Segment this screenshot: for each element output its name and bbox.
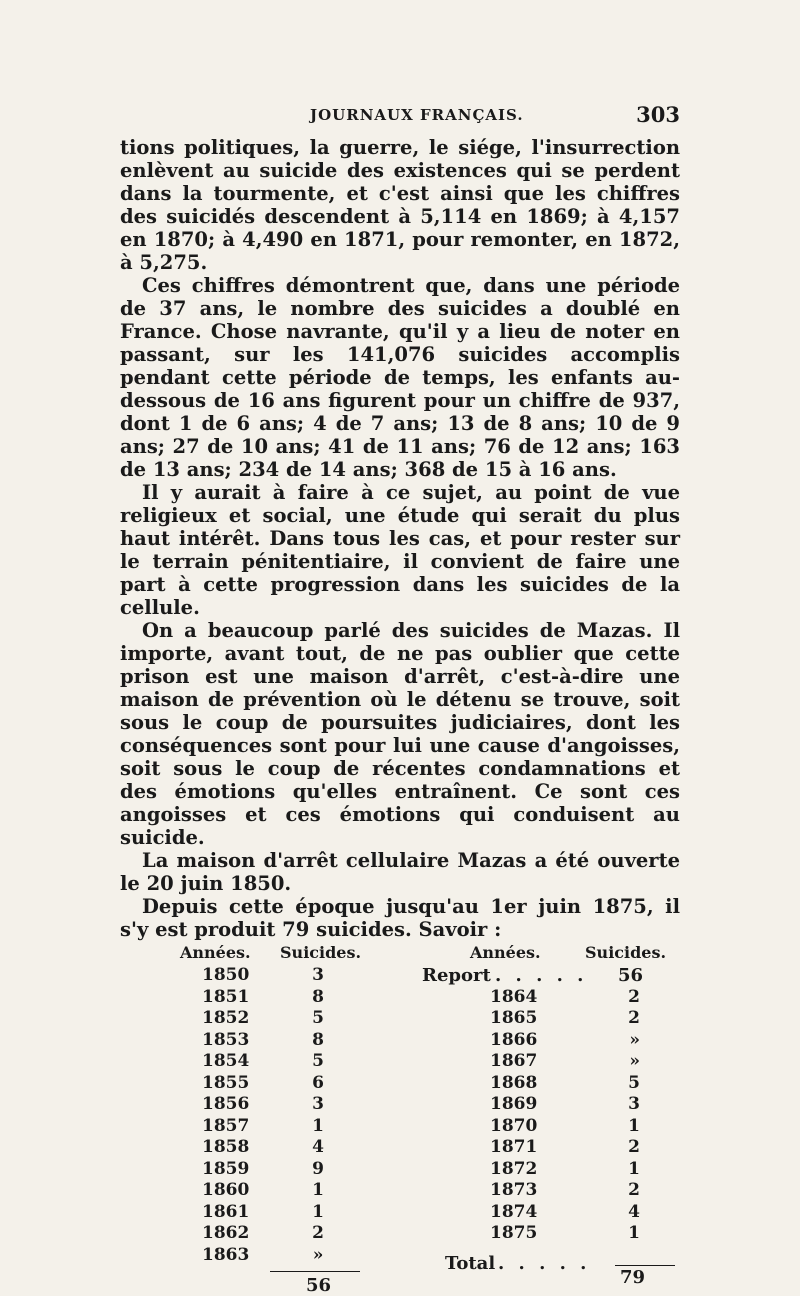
report-label: Report bbox=[422, 965, 491, 986]
paragraph: Ces chiffres démontrent que, dans une période de 37 ans, le nombre des suicides a doublé en France. Chose navrante, qu'il y a lieu de noter en passant, sur les 141,076 suicides accomplis pendant cette période de temps, les enfants au-dessous de 16 ans figurent pour un chiffre de 937, dont 1 de 6 ans; 4 de 7 ans; 13 de 8 ans; 10 de 9 ans; 27 de 10 ans; 41 de 11 ans; 76 de 12 ans; 163 de 13 ans; 234 de 14 ans; 368 de 15 à 16 ans. bbox=[120, 274, 680, 481]
table-year-cell: 1874 bbox=[490, 1201, 538, 1222]
page-header bbox=[120, 100, 680, 130]
table-year-cell: 1858 bbox=[202, 1137, 250, 1157]
table-year-cell: 1872 bbox=[490, 1158, 538, 1179]
table-count-cell: 1 bbox=[628, 1223, 640, 1243]
book-page bbox=[120, 100, 680, 1296]
table-year-cell: 1855 bbox=[202, 1072, 250, 1093]
table-count-cell: 9 bbox=[312, 1158, 324, 1179]
sum-rule-left bbox=[270, 1271, 360, 1272]
table-count-cell: 8 bbox=[312, 1029, 324, 1050]
table-year-cell: 1853 bbox=[202, 1029, 250, 1050]
left-total: 56 bbox=[306, 1275, 332, 1296]
table-count-cell: 2 bbox=[628, 1137, 640, 1157]
left-counts-column bbox=[308, 965, 328, 1266]
column-header: Suicides. bbox=[280, 943, 362, 962]
paragraph: La maison d'arrêt cellulaire Mazas a été ouverte le 20 juin 1850. bbox=[120, 849, 680, 895]
report-dots: . . . . . bbox=[495, 965, 588, 986]
table-year-cell: 1859 bbox=[202, 1158, 250, 1179]
table-count-cell: 8 bbox=[312, 986, 324, 1007]
table-count-cell: 1 bbox=[628, 1115, 640, 1136]
column-header: Suicides. bbox=[585, 943, 667, 962]
table-count-cell: 2 bbox=[628, 1008, 640, 1028]
table-count-cell: 4 bbox=[628, 1201, 640, 1222]
table-year-cell: 1862 bbox=[202, 1223, 250, 1243]
total-dots: . . . . . bbox=[498, 1253, 591, 1274]
table-count-cell: 5 bbox=[312, 1051, 324, 1071]
table-count-cell: 1 bbox=[312, 1180, 324, 1200]
report-value: 56 bbox=[618, 965, 644, 986]
table-count-cell: 6 bbox=[312, 1072, 324, 1093]
right-counts-column bbox=[600, 987, 640, 1245]
table-count-cell: » bbox=[312, 1244, 324, 1265]
total-label: Total bbox=[445, 1253, 496, 1274]
table-year-cell: 1861 bbox=[202, 1201, 250, 1222]
table-year-cell: 1863 bbox=[202, 1244, 250, 1265]
column-header: Années. bbox=[180, 943, 251, 962]
table-count-cell: 1 bbox=[312, 1201, 324, 1222]
left-years-column bbox=[202, 965, 249, 1266]
table-year-cell: 1864 bbox=[490, 986, 538, 1007]
table-year-cell: 1870 bbox=[490, 1115, 538, 1136]
table-count-cell: 1 bbox=[628, 1158, 640, 1179]
table-count-cell: 3 bbox=[312, 965, 324, 985]
table-intro: Depuis cette époque jusqu'au 1er juin 1875, il s'y est produit 79 suicides. Savoir : bbox=[120, 895, 680, 941]
running-head: JOURNAUX FRANÇAIS. bbox=[310, 106, 524, 124]
table-year-cell: 1852 bbox=[202, 1008, 250, 1028]
table-count-cell: » bbox=[629, 1029, 640, 1050]
paragraph: Il y aurait à faire à ce sujet, au point de vue religieux et social, une étude qui serait du plus haut intérêt. Dans tous les cas, et pour rester sur le terrain pénitentiaire, il convient de faire une part à cette progression dans les suicides de la cellule. bbox=[120, 481, 680, 619]
table-year-cell: 1868 bbox=[490, 1072, 538, 1093]
table-year-cell: 1851 bbox=[202, 986, 250, 1007]
table-count-cell: 2 bbox=[312, 1223, 324, 1243]
table-year-cell: 1857 bbox=[202, 1115, 250, 1136]
table-count-cell: » bbox=[629, 1051, 640, 1071]
suicides-table bbox=[120, 943, 680, 1296]
table-count-cell: 5 bbox=[312, 1008, 324, 1028]
page-number: 303 bbox=[636, 102, 680, 127]
table-count-cell: 5 bbox=[628, 1072, 640, 1093]
table-year-cell: 1866 bbox=[490, 1029, 538, 1050]
table-count-cell: 3 bbox=[628, 1094, 640, 1114]
table-count-cell: 4 bbox=[312, 1137, 324, 1157]
table-year-cell: 1875 bbox=[490, 1223, 538, 1243]
right-years-column bbox=[490, 987, 537, 1245]
table-year-cell: 1856 bbox=[202, 1094, 250, 1114]
table-count-cell: 2 bbox=[628, 1180, 640, 1200]
sum-rule-right bbox=[615, 1265, 675, 1266]
table-count-cell: 1 bbox=[312, 1115, 324, 1136]
table-year-cell: 1867 bbox=[490, 1051, 538, 1071]
table-year-cell: 1854 bbox=[202, 1051, 250, 1071]
table-year-cell: 1865 bbox=[490, 1008, 538, 1028]
table-year-cell: 1871 bbox=[490, 1137, 538, 1157]
table-year-cell: 1873 bbox=[490, 1180, 538, 1200]
right-total: 79 bbox=[620, 1267, 646, 1288]
body-text bbox=[120, 136, 680, 941]
table-year-cell: 1860 bbox=[202, 1180, 250, 1200]
table-count-cell: 3 bbox=[312, 1094, 324, 1114]
paragraph: tions politiques, la guerre, le siége, l'insurrection enlèvent au suicide des existences qui se perdent dans la tourmente, et c'est ainsi que les chiffres des suicidés descendent à 5,114 en 1869; à 4,157 en 1870; à 4,490 en 1871, pour remonter, en 1872, à 5,275. bbox=[120, 136, 680, 274]
table-count-cell: 2 bbox=[628, 986, 640, 1007]
paragraph: On a beaucoup parlé des suicides de Mazas. Il importe, avant tout, de ne pas oublier que cette prison est une maison d'arrêt, c'est-à-dire une maison de prévention où le détenu se trouve, soit sous le coup de poursuites judiciaires, dont les conséquences sont pour lui une cause d'angoisses, soit sous le coup de récentes condamnations et des émotions qu'elles entraînent. Ce sont ces angoisses et ces émotions qui conduisent au suicide. bbox=[120, 619, 680, 849]
table-year-cell: 1869 bbox=[490, 1094, 538, 1114]
column-header: Années. bbox=[470, 943, 541, 962]
table-year-cell: 1850 bbox=[202, 965, 250, 985]
